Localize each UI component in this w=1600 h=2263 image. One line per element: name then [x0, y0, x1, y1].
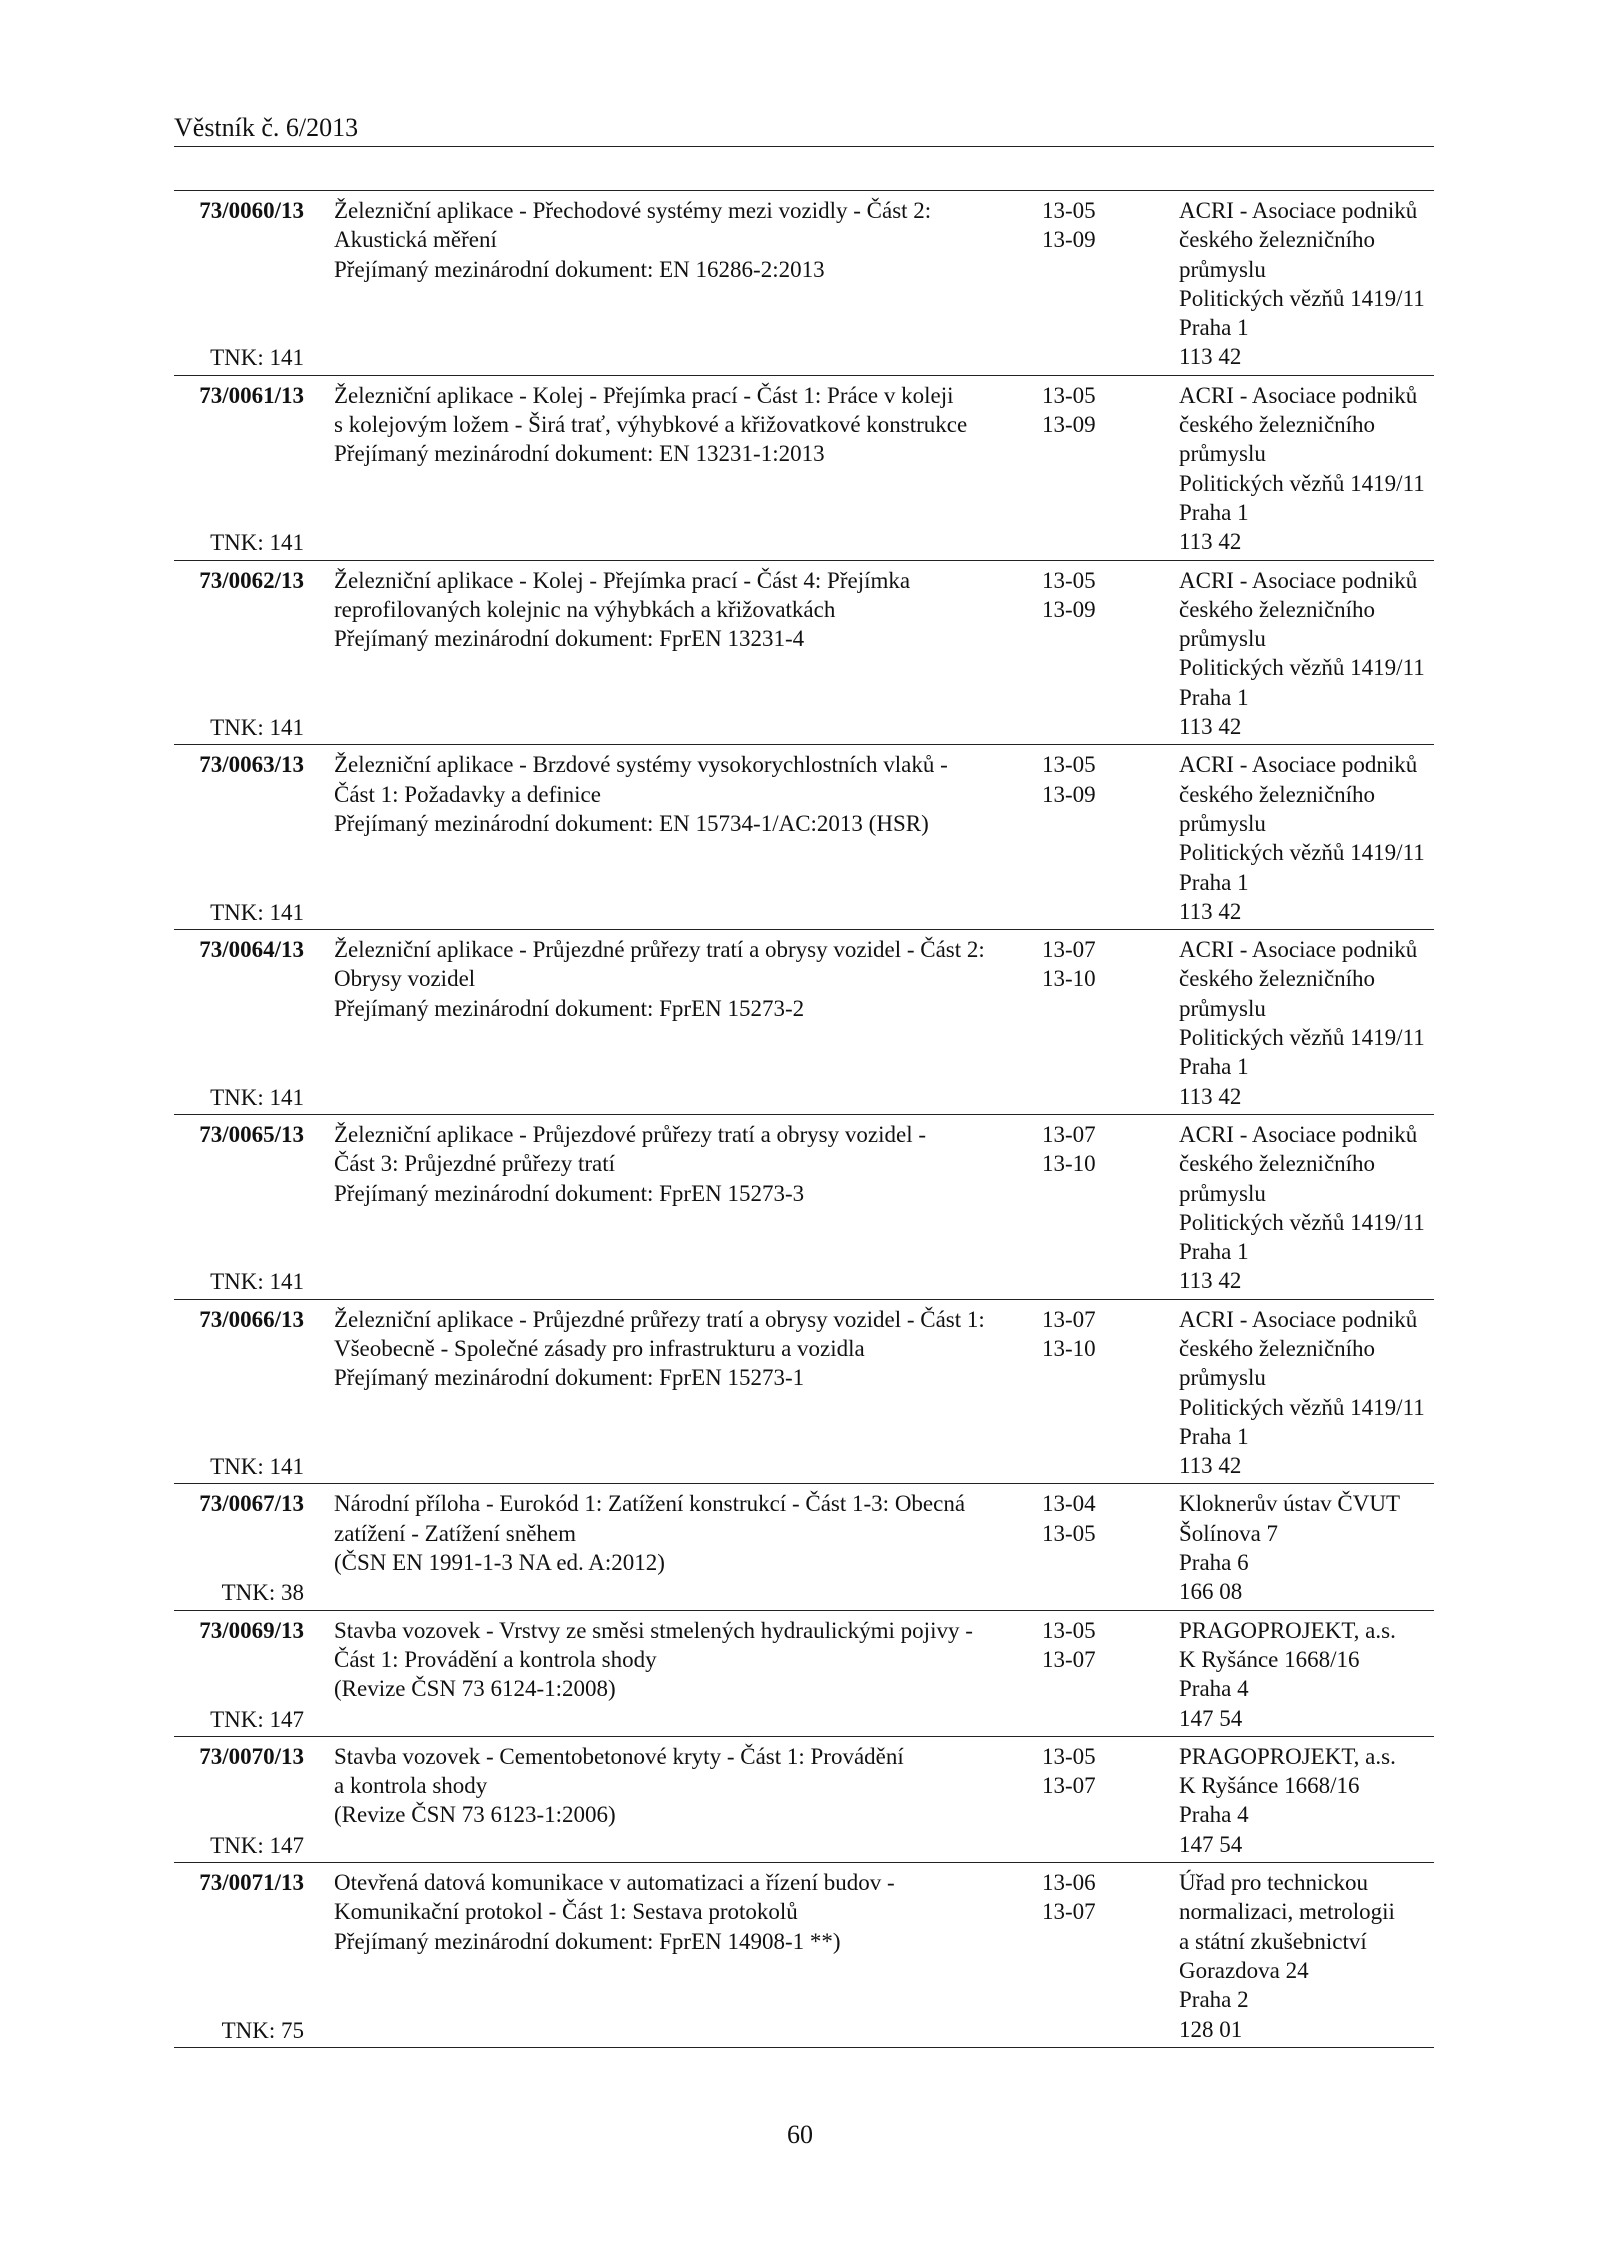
- description-line: Národní příloha - Eurokód 1: Zatížení konstrukcí - Část 1-3: Obecná: [334, 1491, 966, 1517]
- dates-column: [1042, 1868, 1122, 1927]
- standard-number: 73/0071/13: [199, 1870, 304, 1896]
- description-line: Přejímaný mezinárodní dokument: EN 13231-1:2013: [334, 441, 825, 467]
- organization-line: a státní zkušebnictví: [1179, 1928, 1367, 1954]
- standard-number: 73/0063/13: [199, 752, 304, 778]
- date-value: 13-07: [1042, 1646, 1096, 1672]
- organization-line: 113 42: [1179, 898, 1242, 924]
- dates-column: [1042, 750, 1122, 809]
- tnk-label: TNK: 141: [210, 899, 304, 925]
- organization-line: Politických vězňů 1419/11: [1179, 1394, 1425, 1420]
- tnk-label: TNK: 141: [210, 345, 304, 371]
- organization-line: ACRI - Asociace podniků: [1179, 382, 1418, 408]
- standard-description: [334, 1305, 1034, 1481]
- description-line: Komunikační protokol - Část 1: Sestava protokolů: [334, 1899, 798, 1925]
- table-row: [174, 745, 1434, 930]
- date-value: 13-10: [1042, 966, 1096, 992]
- date-value: 13-09: [1042, 781, 1096, 807]
- standard-description: [334, 1120, 1034, 1296]
- description-line: Přejímaný mezinárodní dokument: EN 16286-2:2013: [334, 256, 825, 282]
- table-row: [174, 1611, 1434, 1737]
- description-line: Přejímaný mezinárodní dokument: FprEN 15273-2: [334, 995, 805, 1021]
- header-divider: [174, 146, 1434, 147]
- organization-line: Gorazdova 24: [1179, 1957, 1309, 1983]
- tnk-label: TNK: 38: [221, 1580, 304, 1606]
- date-value: 13-05: [1042, 1617, 1096, 1643]
- standard-number: 73/0060/13: [199, 198, 304, 223]
- standard-number: 73/0069/13: [199, 1617, 304, 1643]
- dates-column: [1042, 1120, 1122, 1179]
- organization-line: ACRI - Asociace podniků: [1179, 937, 1418, 963]
- date-value: 13-06: [1042, 1870, 1096, 1896]
- description-line: Železniční aplikace - Průjezdné průřezy tratí a obrysy vozidel - Část 1:: [334, 1306, 985, 1332]
- organization-line: průmyslu: [1179, 441, 1266, 467]
- description-line: Otevřená datová komunikace v automatizaci a řízení budov -: [334, 1870, 895, 1896]
- standard-number: 73/0061/13: [199, 382, 304, 408]
- organization-line: Praha 4: [1179, 1676, 1249, 1702]
- description-line: (ČSN EN 1991-1-3 NA ed. A:2012): [334, 1550, 665, 1576]
- description-line: Železniční aplikace - Kolej - Přejímka prací - Část 4: Přejímka: [334, 567, 911, 593]
- standard-description: [334, 196, 1034, 372]
- date-value: 13-05: [1042, 1520, 1096, 1546]
- organization-line: Politických vězňů 1419/11: [1179, 655, 1425, 681]
- date-value: 13-05: [1042, 198, 1096, 223]
- organization-line: 113 42: [1179, 1083, 1242, 1109]
- organization-line: českého železničního: [1179, 1151, 1376, 1177]
- organization-line: ACRI - Asociace podniků: [1179, 1121, 1418, 1147]
- description-line: Akustická měření: [334, 227, 497, 253]
- journal-header-title: Věstník č. 6/2013: [174, 113, 359, 142]
- table-row: [174, 191, 1434, 376]
- organization-line: Praha 1: [1179, 1239, 1249, 1265]
- organization-line: Politických vězňů 1419/11: [1179, 285, 1425, 311]
- organization-line: 113 42: [1179, 1268, 1242, 1294]
- processor-organization: [1179, 750, 1439, 926]
- table-row: [174, 1737, 1434, 1863]
- date-value: 13-05: [1042, 752, 1096, 778]
- organization-line: průmyslu: [1179, 1365, 1266, 1391]
- table-row: [174, 1484, 1434, 1610]
- standard-description: [334, 1489, 1034, 1606]
- description-line: Přejímaný mezinárodní dokument: FprEN 13231-4: [334, 626, 805, 652]
- processor-organization: [1179, 1305, 1439, 1481]
- organization-line: PRAGOPROJEKT, a.s.: [1179, 1617, 1396, 1643]
- standard-description: [334, 935, 1034, 1111]
- standard-description: [334, 1868, 1034, 2044]
- table-row: [174, 930, 1434, 1115]
- description-line: reprofilovaných kolejnic na výhybkách a křižovatkách: [334, 596, 836, 622]
- description-line: Přejímaný mezinárodní dokument: FprEN 14908-1 **): [334, 1928, 841, 1954]
- tnk-label: TNK: 147: [210, 1832, 304, 1858]
- description-line: Železniční aplikace - Průjezdné průřezy tratí a obrysy vozidel - Část 2:: [334, 937, 985, 963]
- organization-line: 166 08: [1179, 1579, 1243, 1605]
- tnk-label: TNK: 141: [210, 1454, 304, 1480]
- description-line: Přejímaný mezinárodní dokument: EN 15734-1/AC:2013 (HSR): [334, 810, 929, 836]
- organization-line: 113 42: [1179, 1453, 1242, 1479]
- tnk-label: TNK: 147: [210, 1706, 304, 1732]
- tnk-label: TNK: 141: [210, 715, 304, 741]
- organization-line: Praha 1: [1179, 869, 1249, 895]
- processor-organization: [1179, 1120, 1439, 1296]
- processor-organization: [1179, 1489, 1439, 1606]
- description-line: zatížení - Zatížení sněhem: [334, 1520, 577, 1546]
- date-value: 13-07: [1042, 1899, 1096, 1925]
- organization-line: průmyslu: [1179, 256, 1266, 282]
- dates-column: [1042, 1616, 1122, 1675]
- organization-line: průmyslu: [1179, 626, 1266, 652]
- organization-line: K Ryšánce 1668/16: [1179, 1773, 1360, 1799]
- description-line: Stavba vozovek - Vrstvy ze směsi stmelených hydraulickými pojivy -: [334, 1617, 973, 1643]
- standard-number: 73/0062/13: [199, 567, 304, 593]
- organization-line: českého železničního: [1179, 966, 1376, 992]
- standard-description: [334, 381, 1034, 557]
- description-line: Železniční aplikace - Přechodové systémy mezi vozidly - Část 2:: [334, 198, 932, 223]
- table-row: [174, 561, 1434, 746]
- processor-organization: [1179, 1868, 1439, 2044]
- date-value: 13-10: [1042, 1151, 1096, 1177]
- organization-line: ACRI - Asociace podniků: [1179, 198, 1418, 223]
- organization-line: Kloknerův ústav ČVUT: [1179, 1491, 1401, 1517]
- tnk-label: TNK: 141: [210, 1084, 304, 1110]
- dates-column: [1042, 196, 1122, 255]
- description-line: Část 1: Požadavky a definice: [334, 781, 601, 807]
- description-line: Stavba vozovek - Cementobetonové kryty - Část 1: Provádění: [334, 1743, 904, 1769]
- description-line: a kontrola shody: [334, 1773, 488, 1799]
- organization-line: Politických vězňů 1419/11: [1179, 1209, 1425, 1235]
- organization-line: českého železničního: [1179, 596, 1376, 622]
- page-number: 60: [787, 2120, 813, 2149]
- organization-line: Praha 6: [1179, 1550, 1249, 1576]
- date-value: 13-07: [1042, 1773, 1096, 1799]
- dates-column: [1042, 935, 1122, 994]
- organization-line: ACRI - Asociace podniků: [1179, 752, 1418, 778]
- date-value: 13-04: [1042, 1491, 1096, 1517]
- organization-line: PRAGOPROJEKT, a.s.: [1179, 1743, 1396, 1769]
- dates-column: [1042, 1489, 1122, 1548]
- description-line: Část 3: Průjezdné průřezy tratí: [334, 1151, 616, 1177]
- description-line: s kolejovým ložem - Širá trať, výhybkové a křižovatkové konstrukce: [334, 412, 968, 438]
- processor-organization: [1179, 1742, 1439, 1859]
- date-value: 13-05: [1042, 1743, 1096, 1769]
- date-value: 13-09: [1042, 596, 1096, 622]
- processor-organization: [1179, 196, 1439, 372]
- date-value: 13-07: [1042, 1121, 1096, 1147]
- table-row: [174, 1115, 1434, 1300]
- dates-column: [1042, 1742, 1122, 1801]
- processor-organization: [1179, 935, 1439, 1111]
- dates-column: [1042, 566, 1122, 625]
- organization-line: českého železničního: [1179, 781, 1376, 807]
- date-value: 13-05: [1042, 567, 1096, 593]
- standard-number: 73/0070/13: [199, 1743, 304, 1769]
- description-line: Železniční aplikace - Brzdové systémy vysokorychlostních vlaků -: [334, 752, 948, 778]
- standard-description: [334, 566, 1034, 742]
- organization-line: Praha 2: [1179, 1987, 1249, 2013]
- processor-organization: [1179, 566, 1439, 742]
- description-line: (Revize ČSN 73 6124-1:2008): [334, 1676, 616, 1702]
- description-line: Přejímaný mezinárodní dokument: FprEN 15273-3: [334, 1180, 805, 1206]
- organization-line: průmyslu: [1179, 810, 1266, 836]
- organization-line: ACRI - Asociace podniků: [1179, 567, 1418, 593]
- organization-line: Praha 1: [1179, 684, 1249, 710]
- standard-description: [334, 1742, 1034, 1859]
- organization-line: 113 42: [1179, 714, 1242, 740]
- description-line: Obrysy vozidel: [334, 966, 476, 992]
- organization-line: Praha 4: [1179, 1802, 1249, 1828]
- date-value: 13-09: [1042, 227, 1096, 253]
- date-value: 13-07: [1042, 937, 1096, 963]
- table-row: [174, 376, 1434, 561]
- organization-line: 147 54: [1179, 1831, 1243, 1857]
- standard-number: 73/0065/13: [199, 1121, 304, 1147]
- standard-number: 73/0066/13: [199, 1306, 304, 1332]
- organization-line: Šolínova 7: [1179, 1520, 1279, 1546]
- organization-line: českého železničního: [1179, 227, 1376, 253]
- table-row: [174, 1863, 1434, 2048]
- organization-line: ACRI - Asociace podniků: [1179, 1306, 1418, 1332]
- organization-line: Politických vězňů 1419/11: [1179, 470, 1425, 496]
- organization-line: normalizaci, metrologii: [1179, 1899, 1395, 1925]
- description-line: Přejímaný mezinárodní dokument: FprEN 15273-1: [334, 1365, 805, 1391]
- processor-organization: [1179, 1616, 1439, 1733]
- standard-number: 73/0067/13: [199, 1491, 304, 1517]
- organization-line: 147 54: [1179, 1705, 1243, 1731]
- description-line: Železniční aplikace - Kolej - Přejímka prací - Část 1: Práce v koleji: [334, 382, 954, 408]
- tnk-label: TNK: 141: [210, 530, 304, 556]
- organization-line: Praha 1: [1179, 499, 1249, 525]
- tnk-label: TNK: 75: [221, 2017, 304, 2043]
- organization-line: Úřad pro technickou: [1179, 1870, 1369, 1896]
- organization-line: K Ryšánce 1668/16: [1179, 1646, 1360, 1672]
- description-line: (Revize ČSN 73 6123-1:2006): [334, 1802, 616, 1828]
- standard-number: 73/0064/13: [199, 937, 304, 963]
- organization-line: průmyslu: [1179, 1180, 1266, 1206]
- organization-line: 113 42: [1179, 529, 1242, 555]
- dates-column: [1042, 1305, 1122, 1364]
- organization-line: Politických vězňů 1419/11: [1179, 840, 1425, 866]
- description-line: Část 1: Provádění a kontrola shody: [334, 1646, 657, 1672]
- date-value: 13-09: [1042, 412, 1096, 438]
- table-row: [174, 1300, 1434, 1485]
- organization-line: průmyslu: [1179, 995, 1266, 1021]
- standard-description: [334, 1616, 1034, 1733]
- organization-line: českého železničního: [1179, 412, 1376, 438]
- date-value: 13-07: [1042, 1306, 1096, 1332]
- organization-line: 113 42: [1179, 344, 1242, 370]
- standard-description: [334, 750, 1034, 926]
- processor-organization: [1179, 381, 1439, 557]
- organization-line: českého železničního: [1179, 1335, 1376, 1361]
- standards-table: [174, 190, 1434, 2048]
- organization-line: Praha 1: [1179, 1423, 1249, 1449]
- description-line: Železniční aplikace - Průjezdové průřezy tratí a obrysy vozidel -: [334, 1121, 926, 1147]
- organization-line: Politických vězňů 1419/11: [1179, 1025, 1425, 1051]
- description-line: Všeobecně - Společné zásady pro infrastrukturu a vozidla: [334, 1335, 865, 1361]
- organization-line: Praha 1: [1179, 315, 1249, 341]
- organization-line: 128 01: [1179, 2016, 1243, 2042]
- date-value: 13-10: [1042, 1335, 1096, 1361]
- tnk-label: TNK: 141: [210, 1269, 304, 1295]
- date-value: 13-05: [1042, 382, 1096, 408]
- dates-column: [1042, 381, 1122, 440]
- organization-line: Praha 1: [1179, 1054, 1249, 1080]
